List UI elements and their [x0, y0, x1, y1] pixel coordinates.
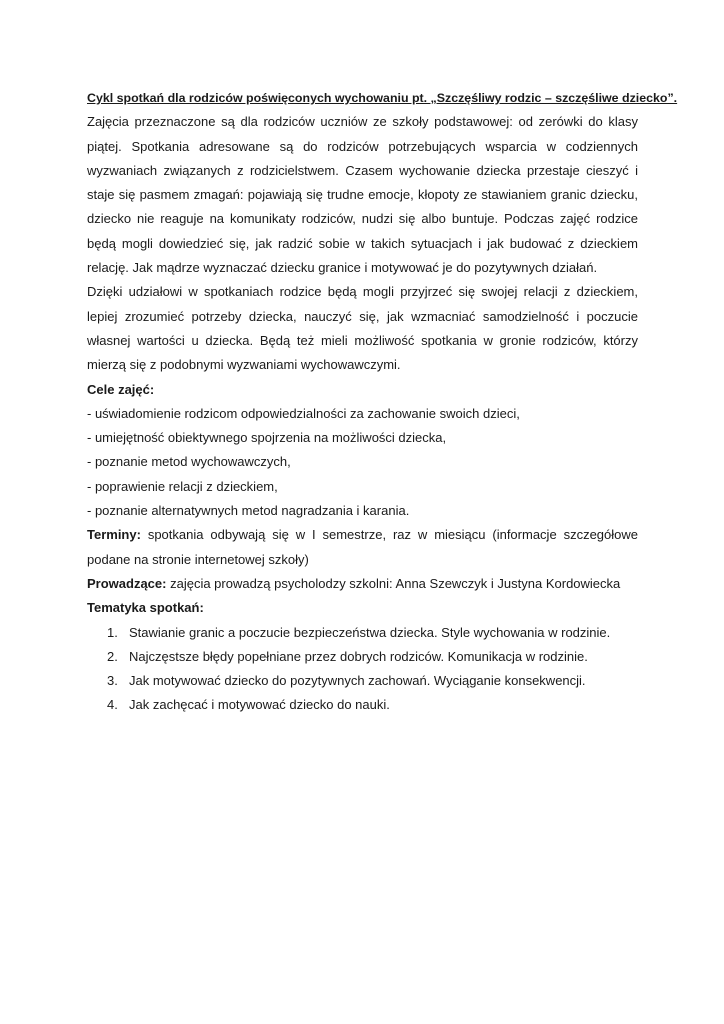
topic-text: Najczęstsze błędy popełniane przez dobrych rodziców. Komunikacja w rodzinie.: [129, 648, 588, 664]
document-page: [87, 86, 678, 718]
terms-paragraph: [87, 523, 638, 572]
topic-number: 4.: [107, 697, 118, 713]
terms-text: spotkania odbywają się w I semestrze, raz w miesiącu (informacje szczegółowe podane na stronie internetowej szkoły): [87, 527, 638, 567]
terms-label: Terminy:: [87, 527, 141, 543]
topic-number: 1.: [107, 624, 118, 640]
topics-heading: Tematyka spotkań:: [87, 600, 204, 616]
goal-item: - poznanie metod wychowawczych,: [87, 454, 291, 470]
topic-number: 2.: [107, 648, 118, 664]
topic-item: [87, 621, 638, 645]
topic-number: 3.: [107, 673, 118, 689]
topics-list: [87, 621, 638, 718]
topic-text: Jak motywować dziecko do pozytywnych zachowań. Wyciąganie konsekwencji.: [129, 673, 586, 689]
document-title: Cykl spotkań dla rodziców poświęconych wychowaniu pt. „Szczęśliwy rodzic – szczęśliwe dziecko”.: [87, 91, 678, 105]
leaders-text: zajęcia prowadzą psycholodzy szkolni: Anna Szewczyk i Justyna Kordowiecka: [166, 575, 621, 591]
intro-paragraph: Zajęcia przeznaczone są dla rodziców uczniów ze szkoły podstawowej: od zerówki do klasy piątej. Spotkania adresowane są do rodziców potrzebujących wsparcia w codziennych wyzwaniach związanych z rodzicielstwem. Czasem wychowanie dziecka przestaje cieszyć i staje się pasmem zmagań: pojawiają się trudne emocje, kłopoty ze stawianiem granic dziecku, dziecko nie reaguje na komunikaty rodziców, nudzi się albo buntuje. Podczas zajęć rodzice będą mogli dowiedzieć się, jak radzić sobie w takich sytuacjach i jak budować z dzieckiem relację. Jak mądrze wyznaczać dziecku granice i motywować je do pozytywnych działań.: [87, 114, 638, 276]
topic-text: Stawianie granic a poczucie bezpieczeństwa dziecka. Style wychowania w rodzinie.: [129, 624, 611, 640]
topic-text: Jak zachęcać i motywować dziecko do nauki.: [129, 697, 390, 713]
goal-item: - poznanie alternatywnych metod nagradzania i karania.: [87, 503, 410, 519]
goals-heading: Cele zajęć:: [87, 381, 155, 397]
goal-item: - uświadomienie rodzicom odpowiedzialności za zachowanie swoich dzieci,: [87, 405, 520, 421]
goals-list: [87, 402, 638, 523]
topic-item: [87, 693, 638, 717]
leaders-paragraph: [87, 572, 638, 596]
goal-item: - umiejętność obiektywnego spojrzenia na możliwości dziecka,: [87, 430, 447, 446]
topic-item: [87, 669, 638, 693]
leaders-label: Prowadzące:: [87, 575, 167, 591]
topic-item: [87, 645, 638, 669]
benefits-paragraph: Dzięki udziałowi w spotkaniach rodzice będą mogli przyjrzeć się swojej relacji z dzieckiem, lepiej zrozumieć potrzeby dziecka, nauczyć się, jak wzmacniać samodzielność i poczucie własnej wartości u dziecka. Będą też mieli możliwość spotkania w gronie rodziców, którzy mierzą się z podobnymi wyzwaniami wychowawczymi.: [87, 284, 638, 373]
goal-item: - poprawienie relacji z dzieckiem,: [87, 478, 278, 494]
